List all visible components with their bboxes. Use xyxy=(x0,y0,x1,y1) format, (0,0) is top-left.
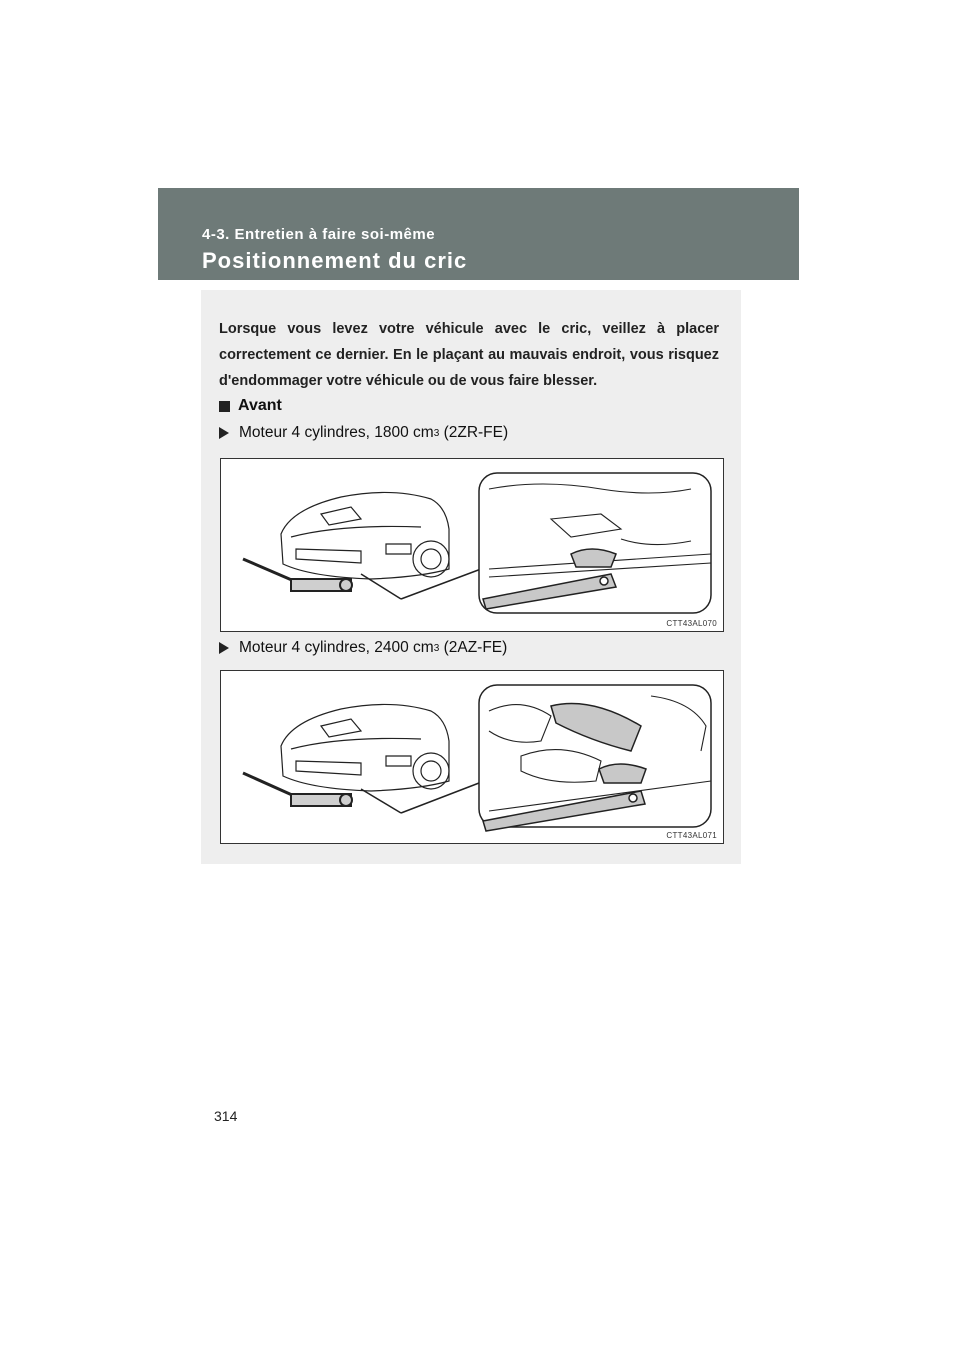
engine-1-sup: 3 xyxy=(433,427,440,439)
figure-engine-1 xyxy=(220,458,724,632)
engine-2-label: Moteur 4 cylindres, 2400 cm xyxy=(239,639,434,656)
intro-paragraph: Lorsque vous levez votre véhicule avec le cric, veillez à placer correctement ce dernier. En le plaçant au mauvais endroit, vous risquez d'endommager votre véhicule ou de vous faire blesser. xyxy=(219,321,719,389)
front-heading-label: Avant xyxy=(238,397,282,414)
front-heading xyxy=(219,397,282,415)
figure-code-2: CTT43AL071 xyxy=(666,831,717,840)
car-jack-illustration-1 xyxy=(221,459,723,631)
square-bullet-icon xyxy=(219,401,230,412)
engine-line-1 xyxy=(219,424,508,442)
section-label: 4-3. Entretien à faire soi-même xyxy=(202,226,436,243)
page-title: Positionnement du cric xyxy=(202,248,468,273)
triangle-right-icon xyxy=(219,427,229,439)
figure-engine-2 xyxy=(220,670,724,844)
engine-2-suffix: (2AZ-FE) xyxy=(439,639,508,656)
engine-1-suffix: (2ZR-FE) xyxy=(439,424,509,441)
engine-1-label: Moteur 4 cylindres, 1800 cm xyxy=(239,424,434,441)
triangle-right-icon xyxy=(219,642,229,654)
figure-code-1: CTT43AL070 xyxy=(666,619,717,628)
page-number: 314 xyxy=(214,1108,238,1124)
car-jack-illustration-2 xyxy=(221,671,723,843)
engine-2-sup: 3 xyxy=(433,642,440,654)
engine-line-2 xyxy=(219,639,507,657)
